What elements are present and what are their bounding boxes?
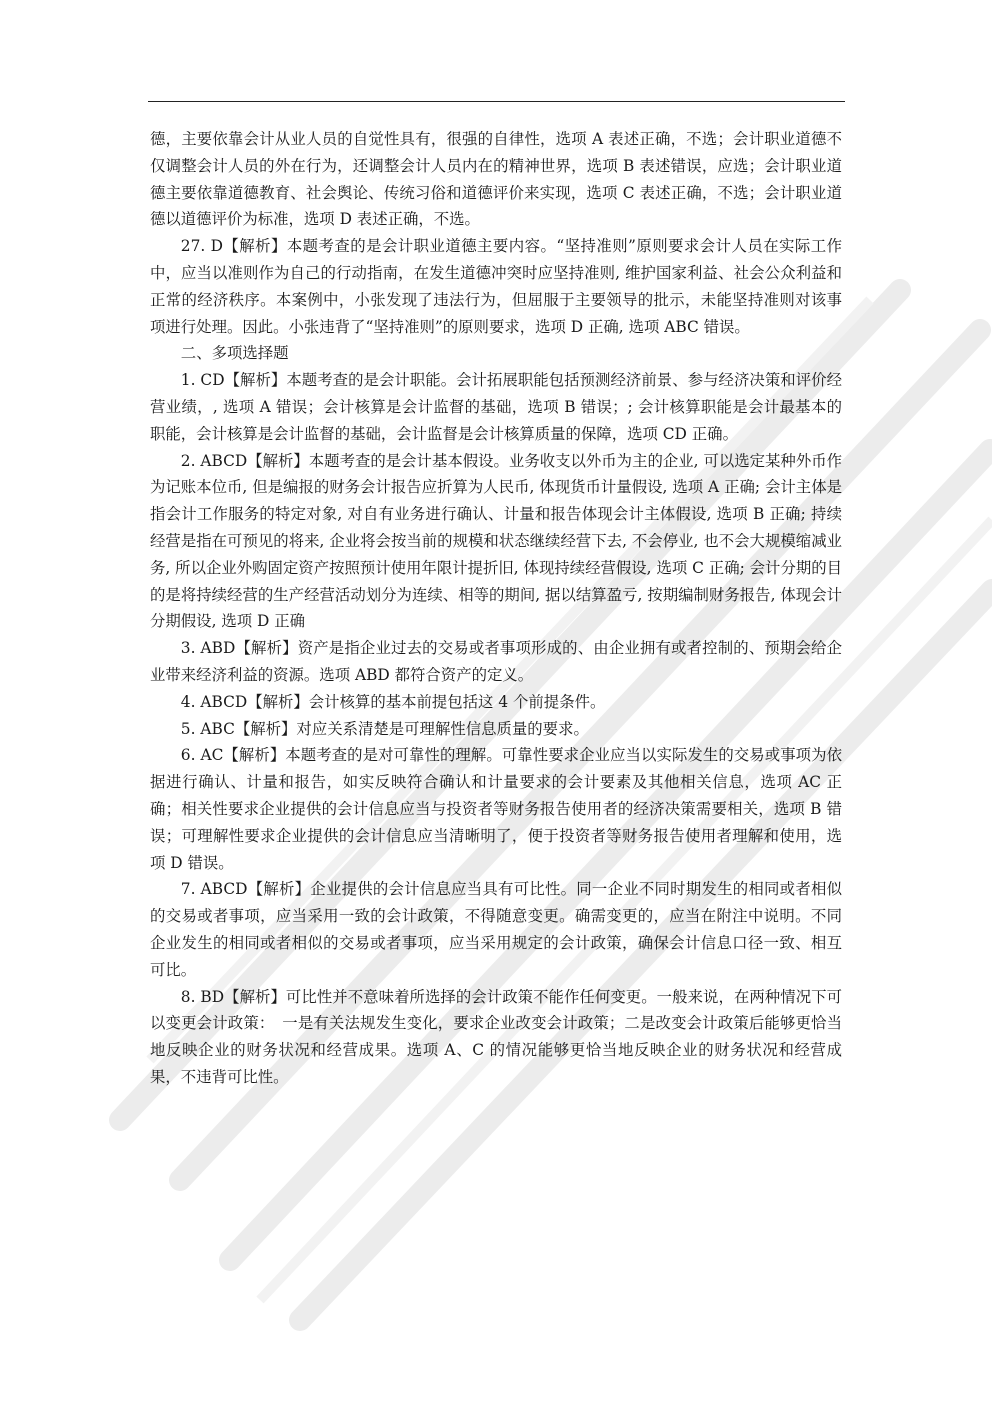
answer-2: 2. ABCD【解析】本题考查的是会计基本假设。业务收支以外币为主的企业, 可以选定某种外币作为记账本位币, 但是编报的财务会计报告应折算为人民币, 体现货币计量假设, 选项 A 正确; 会计主体是指会计工作服务的特定对象, 对自有业务进行确认、计量和报告体现会计主体假设, 选项 B 正确; 持续经营是指在可预见的将来, 企业将会按当前的规模和状态继续经营下去, 不会停业, 也不会大规模缩减业务, 所以企业外购固定资产按照预计使用年限计提折旧, 体现持续经营假设, 选项 C 正确; 会计分期的目的是将持续经营的生产经营活动划分为连续、相等的期间, 据以结算盈亏, 按期编制财务报告, 体现会计分期假设, 选项 D 正确 — [150, 451, 843, 631]
answer-8: 8. BD【解析】可比性并不意味着所选择的会计政策不能作任何变更。一般来说，在两种情况下可以变更会计政策： 一是有关法规发生变化，要求企业改变会计政策；二是改变会计政策后能够更恰当地反映企业的财务状况和经营成果。选项 A、C 的情况能够更恰当地反映企业的财务状况和经营成果，不违背可比性。 — [150, 987, 842, 1086]
answer-3: 3. ABD【解析】资产是指企业过去的交易或者事项形成的、由企业拥有或者控制的、预期会给企业带来经济利益的资源。选项 ABD 都符合资产的定义。 — [150, 639, 842, 684]
document-body — [150, 126, 842, 1091]
answer-5: 5. ABC【解析】对应关系清楚是可理解性信息质量的要求。 — [180, 719, 589, 738]
answer-4: 4. ABCD【解析】会计核算的基本前提包括这 4 个前提条件。 — [180, 692, 606, 711]
answer-7: 7. ABCD【解析】企业提供的会计信息应当具有可比性。同一企业不同时期发生的相同或者相似的交易或者事项，应当采用一致的会计政策，不得随意变更。确需变更的，应当在附注中说明。不同企业发生的相同或者相似的交易或者事项，应当采用规定的会计政策，确保会计信息口径一致、相互可比。 — [150, 880, 842, 979]
paragraph-continuation: 德，主要依靠会计从业人员的自觉性具有，很强的自律性，选项 A 表述正确，不选；会计职业道德不仅调整会计人员的外在行为，还调整会计人员内在的精神世界，选项 B 表述错误，应选；会计职业道德主要依靠道德教育、社会舆论、传统习俗和道德评价来实现，选项 C 表述正确，不选；会计职业道德以道德评价为标准，选项 D 表述正确，不选。 — [150, 130, 842, 229]
section-heading: 二、多项选择题 — [180, 344, 289, 363]
header-rule — [148, 101, 845, 102]
answer-6: 6. AC【解析】本题考查的是对可靠性的理解。可靠性要求企业应当以实际发生的交易或事项为依据进行确认、计量和报告，如实反映符合确认和计量要求的会计要素及其他相关信息，选项 AC 正确；相关性要求企业提供的会计信息应当与投资者等财务报告使用者的经济决策需要相关，选项 B 错误；可理解性要求企业提供的会计信息应当清晰明了，便于投资者等财务报告使用者理解和使用，选项 D 错误。 — [150, 746, 842, 872]
answer-1: 1. CD【解析】本题考查的是会计职能。会计拓展职能包括预测经济前景、参与经济决策和评价经营业绩，, 选项 A 错误；会计核算是会计监督的基础，选项 B 错误；; 会计核算职能是会计最基本的职能，会计核算是会计监督的基础，会计监督是会计核算质量的保障，选项 CD 正确。 — [150, 371, 842, 443]
answer-27: 27. D【解析】本题考查的是会计职业道德主要内容。“坚持准则”原则要求会计人员在实际工作中，应当以准则作为自己的行动指南，在发生道德冲突时应坚持准则, 维护国家利益、社会公众利益和正常的经济秩序。本案例中，小张发现了违法行为，但屈服于主要领导的批示，未能坚持准则对该事项进行处理。因此。小张违背了“坚持准则”的原则要求，选项 D 正确, 选项 ABC 错误。 — [150, 237, 842, 336]
